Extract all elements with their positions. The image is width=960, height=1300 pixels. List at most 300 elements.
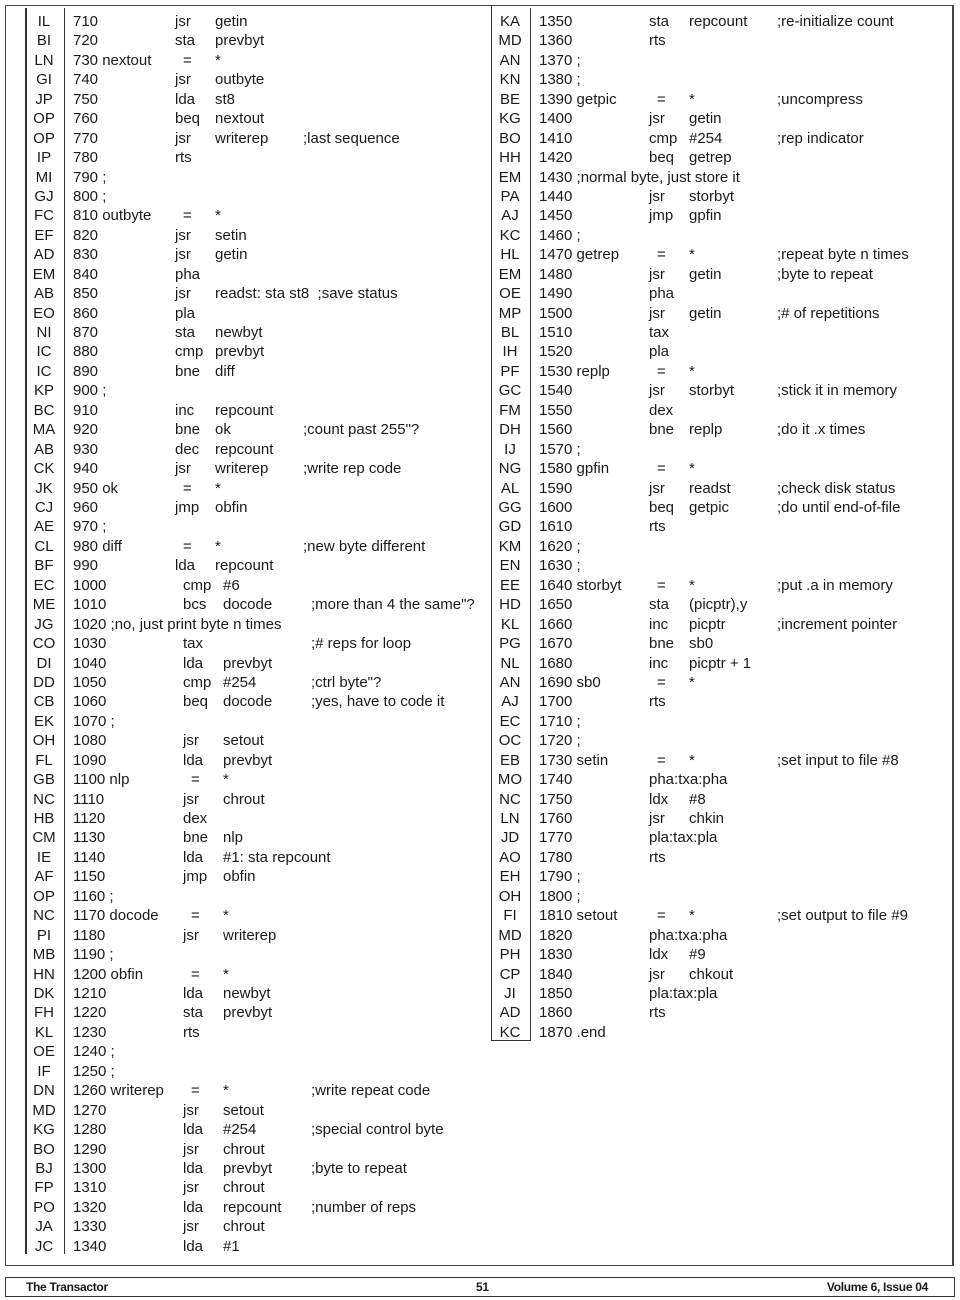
comment: ;increment pointer (777, 615, 898, 633)
line-text: 1370 ; (539, 51, 581, 69)
magazine-name: The Transactor (26, 1280, 108, 1294)
operand: #1: sta repcount (223, 848, 331, 866)
checksum: CL (34, 537, 54, 555)
checksum: BE (499, 90, 520, 108)
checksum: NC (33, 907, 55, 925)
line-text: 970 ; (73, 518, 107, 536)
line-text: 1620 ; (539, 537, 581, 555)
checksum: JP (35, 90, 53, 108)
checksum: KL (34, 1023, 54, 1041)
mnemonic: lda (183, 1237, 204, 1255)
line-text: 1490 (539, 285, 573, 303)
checksum: GJ (34, 187, 54, 205)
comment: ;# of repetitions (777, 304, 880, 322)
operand: repcount (689, 13, 748, 30)
comment: ;new byte different (303, 537, 426, 555)
line-text: 1740 (539, 771, 573, 789)
mnemonic: cmp (649, 129, 678, 147)
operand: picptr (689, 615, 726, 633)
checksum: PF (500, 362, 520, 380)
line-text: 740 (73, 71, 99, 89)
checksum: HN (33, 965, 55, 983)
checksum: HL (500, 246, 520, 264)
line-text: 1540 (539, 382, 573, 400)
line-text: 1390 getpic (539, 90, 617, 108)
line-text: 770 (73, 129, 99, 147)
operand: getpic (689, 499, 730, 516)
checksum: PG (499, 635, 521, 653)
operand: getin (215, 13, 248, 30)
checksum: CP (499, 965, 521, 983)
checksum: AE (33, 518, 54, 536)
line-text: 750 (73, 90, 99, 108)
checksum: EK (33, 712, 54, 730)
operand: writerep (215, 460, 269, 478)
mnemonic: beq (175, 110, 201, 128)
checksum: IC (36, 343, 52, 361)
line-text: 900 ; (73, 382, 107, 400)
mnemonic: beq (649, 149, 675, 167)
mnemonic: jsr (175, 129, 191, 147)
checksum: JG (34, 615, 54, 633)
line-text: 1190 ; (73, 946, 114, 964)
line-text: 1310 (73, 1179, 107, 1197)
checksum: IP (36, 149, 52, 167)
checksum: EE (499, 576, 520, 594)
line-text: 1010 (73, 596, 107, 614)
line-text: 1600 (539, 499, 573, 516)
operand: chkin (689, 810, 725, 828)
operand: prevbyt (223, 1159, 273, 1177)
mnemonic: bne (175, 421, 201, 439)
mnemonic: jsr (649, 187, 665, 205)
mnemonic: sta (175, 324, 196, 342)
operand: #254 (223, 673, 257, 691)
line-text: 1770 (539, 829, 573, 847)
line-text: 1280 (73, 1121, 107, 1139)
operand: readst: sta st8 ;save status (215, 285, 398, 303)
line-text: 1240 ; (73, 1043, 115, 1061)
mnemonic: jsr (183, 1218, 199, 1236)
operand: #6 (223, 576, 240, 594)
operand: prevbyt (215, 343, 265, 361)
checksum: MI (35, 168, 53, 186)
mnemonic: = (191, 1082, 200, 1100)
line-text: 1120 (73, 810, 106, 828)
checksum: CO (32, 635, 56, 653)
line-text: 1020 ;no, just print byte n times (73, 615, 282, 633)
operand: outbyte (215, 71, 265, 89)
mnemonic: bcs (183, 596, 207, 614)
checksum: MB (32, 946, 56, 964)
mnemonic: pha (649, 285, 675, 303)
mnemonic: sta (183, 1004, 204, 1022)
line-text: 1330 (73, 1218, 107, 1236)
mnemonic: jsr (175, 13, 191, 30)
line-text: 1810 setout (539, 907, 618, 925)
checksum: BF (34, 557, 54, 575)
checksum: EN (499, 557, 521, 575)
checksum: GD (498, 518, 522, 536)
operand: obfin (215, 499, 248, 516)
checksum: MD (498, 926, 522, 944)
operand: * (215, 51, 221, 69)
mnemonic: pla (175, 304, 196, 322)
mnemonic: rts (649, 848, 666, 866)
operand: writerep (223, 926, 277, 944)
mnemonic: jsr (649, 382, 665, 400)
mnemonic: pla:tax:pla (649, 829, 718, 847)
comment: ;check disk status (777, 479, 896, 497)
line-text: 890 (73, 362, 99, 380)
line-text: 1090 (73, 751, 107, 769)
line-text: 1780 (539, 848, 573, 866)
mnemonic: rts (175, 149, 192, 167)
checksum: EH (499, 868, 521, 886)
line-text: 1350 (539, 13, 573, 30)
checksum: LN (500, 810, 520, 828)
line-text: 820 (73, 226, 99, 244)
checksum: EM (498, 265, 522, 283)
operand: docode (223, 596, 273, 614)
operand: * (689, 460, 695, 478)
mnemonic: lda (183, 1159, 204, 1177)
line-text: 1790 ; (539, 868, 581, 886)
mnemonic: rts (183, 1023, 200, 1041)
mnemonic: lda (175, 557, 196, 575)
checksum: BC (33, 401, 55, 419)
line-text: 1760 (539, 810, 573, 828)
line-text: 1510 (539, 324, 573, 342)
checksum: AD (499, 1004, 521, 1022)
mnemonic: = (191, 907, 200, 925)
comment: ;last sequence (303, 129, 400, 147)
operand: storbyt (689, 187, 735, 205)
line-text: 1000 (73, 576, 107, 594)
checksum: AB (33, 440, 54, 458)
comment: ;write repeat code (311, 1082, 431, 1100)
mnemonic: jsr (183, 790, 199, 808)
operand: #9 (689, 946, 706, 964)
line-text: 1570 ; (539, 440, 581, 458)
line-text: 710 (73, 13, 99, 30)
checksum: PO (33, 1198, 55, 1216)
operand: replp (689, 421, 723, 439)
line-text: 720 (73, 32, 99, 50)
line-text: 1700 (539, 693, 573, 711)
operand: obfin (223, 868, 256, 886)
mnemonic: = (183, 207, 192, 225)
checksum: EM (498, 168, 522, 186)
checksum: KC (499, 226, 521, 244)
line-text: 1470 getrep (539, 246, 620, 264)
checksum: IF (37, 1062, 51, 1080)
operand: * (215, 537, 221, 555)
operand: docode (223, 693, 273, 711)
line-text: 1260 writerep (73, 1082, 164, 1100)
line-text: 1380 ; (539, 71, 581, 89)
checksum: NC (499, 790, 521, 808)
operand: * (689, 576, 695, 594)
checksum: BO (33, 1140, 55, 1158)
checksum: JD (500, 829, 520, 847)
line-text: 1050 (73, 673, 107, 691)
checksum: GG (498, 499, 522, 516)
operand: sb0 (689, 635, 714, 653)
line-text: 730 nextout (73, 51, 152, 69)
operand: chrout (223, 1140, 265, 1158)
line-text: 990 (73, 557, 99, 575)
mnemonic: jsr (649, 965, 665, 983)
operand: chrout (223, 1218, 265, 1236)
line-text: 840 (73, 265, 99, 283)
line-text: 1610 (539, 518, 573, 536)
checksum: KP (33, 382, 54, 400)
mnemonic: jsr (183, 1101, 199, 1119)
mnemonic: jsr (649, 810, 665, 828)
mnemonic: jmp (183, 868, 208, 886)
mnemonic: dex (183, 810, 208, 828)
mnemonic: pha:txa:pha (649, 771, 728, 789)
line-text: 1170 docode (73, 907, 159, 925)
checksum: IE (36, 848, 52, 866)
line-text: 780 (73, 149, 99, 167)
line-text: 1030 (73, 635, 107, 653)
operand: nlp (223, 829, 244, 847)
mnemonic: = (191, 771, 200, 789)
operand: * (689, 751, 695, 769)
line-text: 1520 (539, 343, 573, 361)
checksum: CB (33, 693, 55, 711)
page-number: 51 (476, 1280, 489, 1294)
operand: * (223, 965, 229, 983)
checksum: FM (499, 401, 521, 419)
checksum: NG (498, 460, 522, 478)
line-text: 1400 (539, 110, 573, 128)
checksum: AO (499, 848, 521, 866)
mnemonic: bne (649, 635, 675, 653)
checksum: FC (34, 207, 54, 225)
mnemonic: cmp (183, 576, 212, 594)
comment: ;write rep code (303, 460, 402, 478)
line-text: 910 (73, 401, 99, 419)
operand: repcount (215, 557, 274, 575)
checksum: AN (499, 673, 521, 691)
line-text: 1530 replp (539, 362, 610, 380)
operand: setin (215, 226, 247, 244)
checksum: DN (33, 1082, 55, 1100)
comment: ;repeat byte n times (777, 246, 909, 264)
operand: st8 (215, 90, 236, 108)
operand: * (215, 479, 221, 497)
mnemonic: jsr (649, 304, 665, 322)
line-text: 1080 (73, 732, 107, 750)
checksum: NI (36, 324, 52, 342)
line-text: 1800 ; (539, 887, 581, 905)
comment: ;ctrl byte"? (311, 673, 382, 691)
mnemonic: lda (183, 751, 204, 769)
mnemonic: jsr (183, 1179, 199, 1197)
checksum: FP (34, 1179, 54, 1197)
mnemonic: lda (183, 848, 204, 866)
line-text: 1460 ; (539, 226, 581, 244)
checksum: EO (33, 304, 55, 322)
comment: ;re-initialize count (777, 13, 894, 30)
operand: * (223, 771, 229, 789)
checksum: AJ (501, 693, 519, 711)
mnemonic: bne (175, 362, 201, 380)
checksum: CM (32, 829, 56, 847)
line-text: 920 (73, 421, 99, 439)
line-text: 1220 (73, 1004, 107, 1022)
mnemonic: jsr (649, 110, 665, 128)
mnemonic: inc (649, 615, 669, 633)
operand: getin (215, 246, 248, 264)
checksum: HB (33, 810, 55, 828)
operand: ok (215, 421, 231, 439)
checksum: IH (502, 343, 518, 361)
checksum: KC (499, 1023, 521, 1041)
line-text: 940 (73, 460, 99, 478)
operand: (picptr),y (689, 596, 748, 614)
operand: nextout (215, 110, 265, 128)
mnemonic: = (657, 246, 666, 264)
operand: #254 (223, 1121, 257, 1139)
checksum: DK (33, 985, 55, 1002)
operand: newbyt (223, 985, 271, 1002)
line-text: 1650 (539, 596, 573, 614)
comment: ;set input to file #8 (777, 751, 899, 769)
checksum: DD (33, 673, 55, 691)
line-text: 1230 (73, 1023, 107, 1041)
checksum: CK (33, 460, 55, 478)
checksum: BJ (35, 1159, 53, 1177)
line-text: 850 (73, 285, 99, 303)
mnemonic: bne (183, 829, 209, 847)
line-text: 1590 (539, 479, 573, 497)
line-text: 1840 (539, 965, 573, 983)
line-text: 950 ok (73, 479, 119, 497)
mnemonic: lda (175, 90, 196, 108)
operand: #1 (223, 1237, 240, 1255)
operand: storbyt (689, 382, 735, 400)
mnemonic: = (183, 479, 192, 497)
operand: getrep (689, 149, 732, 167)
line-text: 1180 (73, 926, 106, 944)
comment: ;stick it in memory (777, 382, 898, 400)
line-text: 1720 ; (539, 732, 581, 750)
line-text: 1450 (539, 207, 573, 225)
checksum: MO (497, 771, 523, 789)
checksum: FL (35, 751, 53, 769)
operand: * (689, 362, 695, 380)
checksum: GB (33, 771, 55, 789)
operand: * (689, 673, 695, 691)
mnemonic: jsr (175, 246, 191, 264)
checksum: JK (35, 479, 53, 497)
line-text: 1560 (539, 421, 573, 439)
operand: gpfin (689, 207, 722, 225)
line-text: 870 (73, 324, 99, 342)
right-column-rule (491, 5, 492, 1041)
operand: chrout (223, 1179, 265, 1197)
checksum: OH (32, 732, 56, 750)
mnemonic: = (183, 51, 192, 69)
checksum: HH (499, 149, 521, 167)
checksum: AJ (501, 207, 519, 225)
mnemonic: sta (649, 596, 670, 614)
mnemonic: inc (175, 401, 195, 419)
operand: prevbyt (223, 751, 273, 769)
listing-frame (5, 5, 954, 1266)
mnemonic: jsr (175, 460, 191, 478)
mnemonic: rts (649, 1004, 666, 1022)
line-text: 1680 (539, 654, 573, 672)
line-text: 800 ; (73, 187, 107, 205)
operand: newbyt (215, 324, 263, 342)
checksum: DH (499, 421, 521, 439)
checksum: ME (32, 596, 56, 614)
operand: repcount (215, 401, 274, 419)
mnemonic: dex (649, 401, 674, 419)
line-text: 1140 (73, 848, 106, 866)
mnemonic: = (183, 537, 192, 555)
line-text: 1320 (73, 1198, 107, 1216)
comment: ;put .a in memory (777, 576, 893, 594)
line-text: 1830 (539, 946, 573, 964)
operand: repcount (223, 1198, 282, 1216)
line-text: 1100 nlp (73, 771, 130, 789)
mnemonic: lda (183, 654, 204, 672)
line-text: 1850 (539, 985, 573, 1002)
mnemonic: jsr (649, 265, 665, 283)
mnemonic: tax (649, 324, 670, 342)
comment: ;yes, have to code it (311, 693, 445, 711)
line-text: 1640 storbyt (539, 576, 622, 594)
checksum: NL (500, 654, 520, 672)
operand: chkout (689, 965, 734, 983)
checksum: MP (498, 304, 522, 322)
checksum: OP (33, 110, 55, 128)
line-text: 830 (73, 246, 99, 264)
operand: readst (689, 479, 731, 497)
mnemonic: ldx (649, 946, 669, 964)
mnemonic: jsr (649, 479, 665, 497)
comment: ;more than 4 the same"? (311, 596, 475, 614)
checksum: KA (499, 13, 520, 30)
checksum: DI (36, 654, 52, 672)
line-text: 1410 (539, 129, 573, 147)
checksum: LN (34, 51, 54, 69)
checksum: EB (499, 751, 520, 769)
operand: picptr + 1 (689, 654, 752, 672)
operand: * (223, 907, 229, 925)
checksum: AB (33, 285, 54, 303)
checksum: AN (499, 51, 521, 69)
operand: setout (223, 732, 264, 750)
line-text: 980 diff (73, 537, 122, 555)
checksum: AF (34, 868, 54, 886)
operand: getin (689, 304, 722, 322)
operand: * (689, 90, 695, 108)
checksum: FI (503, 907, 517, 925)
issue-label: Volume 6, Issue 04 (826, 1280, 928, 1294)
operand: setout (223, 1101, 264, 1119)
line-text: 1630 ; (539, 557, 581, 575)
checksum: BL (500, 324, 520, 342)
line-text: 930 (73, 440, 99, 458)
operand: * (689, 246, 695, 264)
